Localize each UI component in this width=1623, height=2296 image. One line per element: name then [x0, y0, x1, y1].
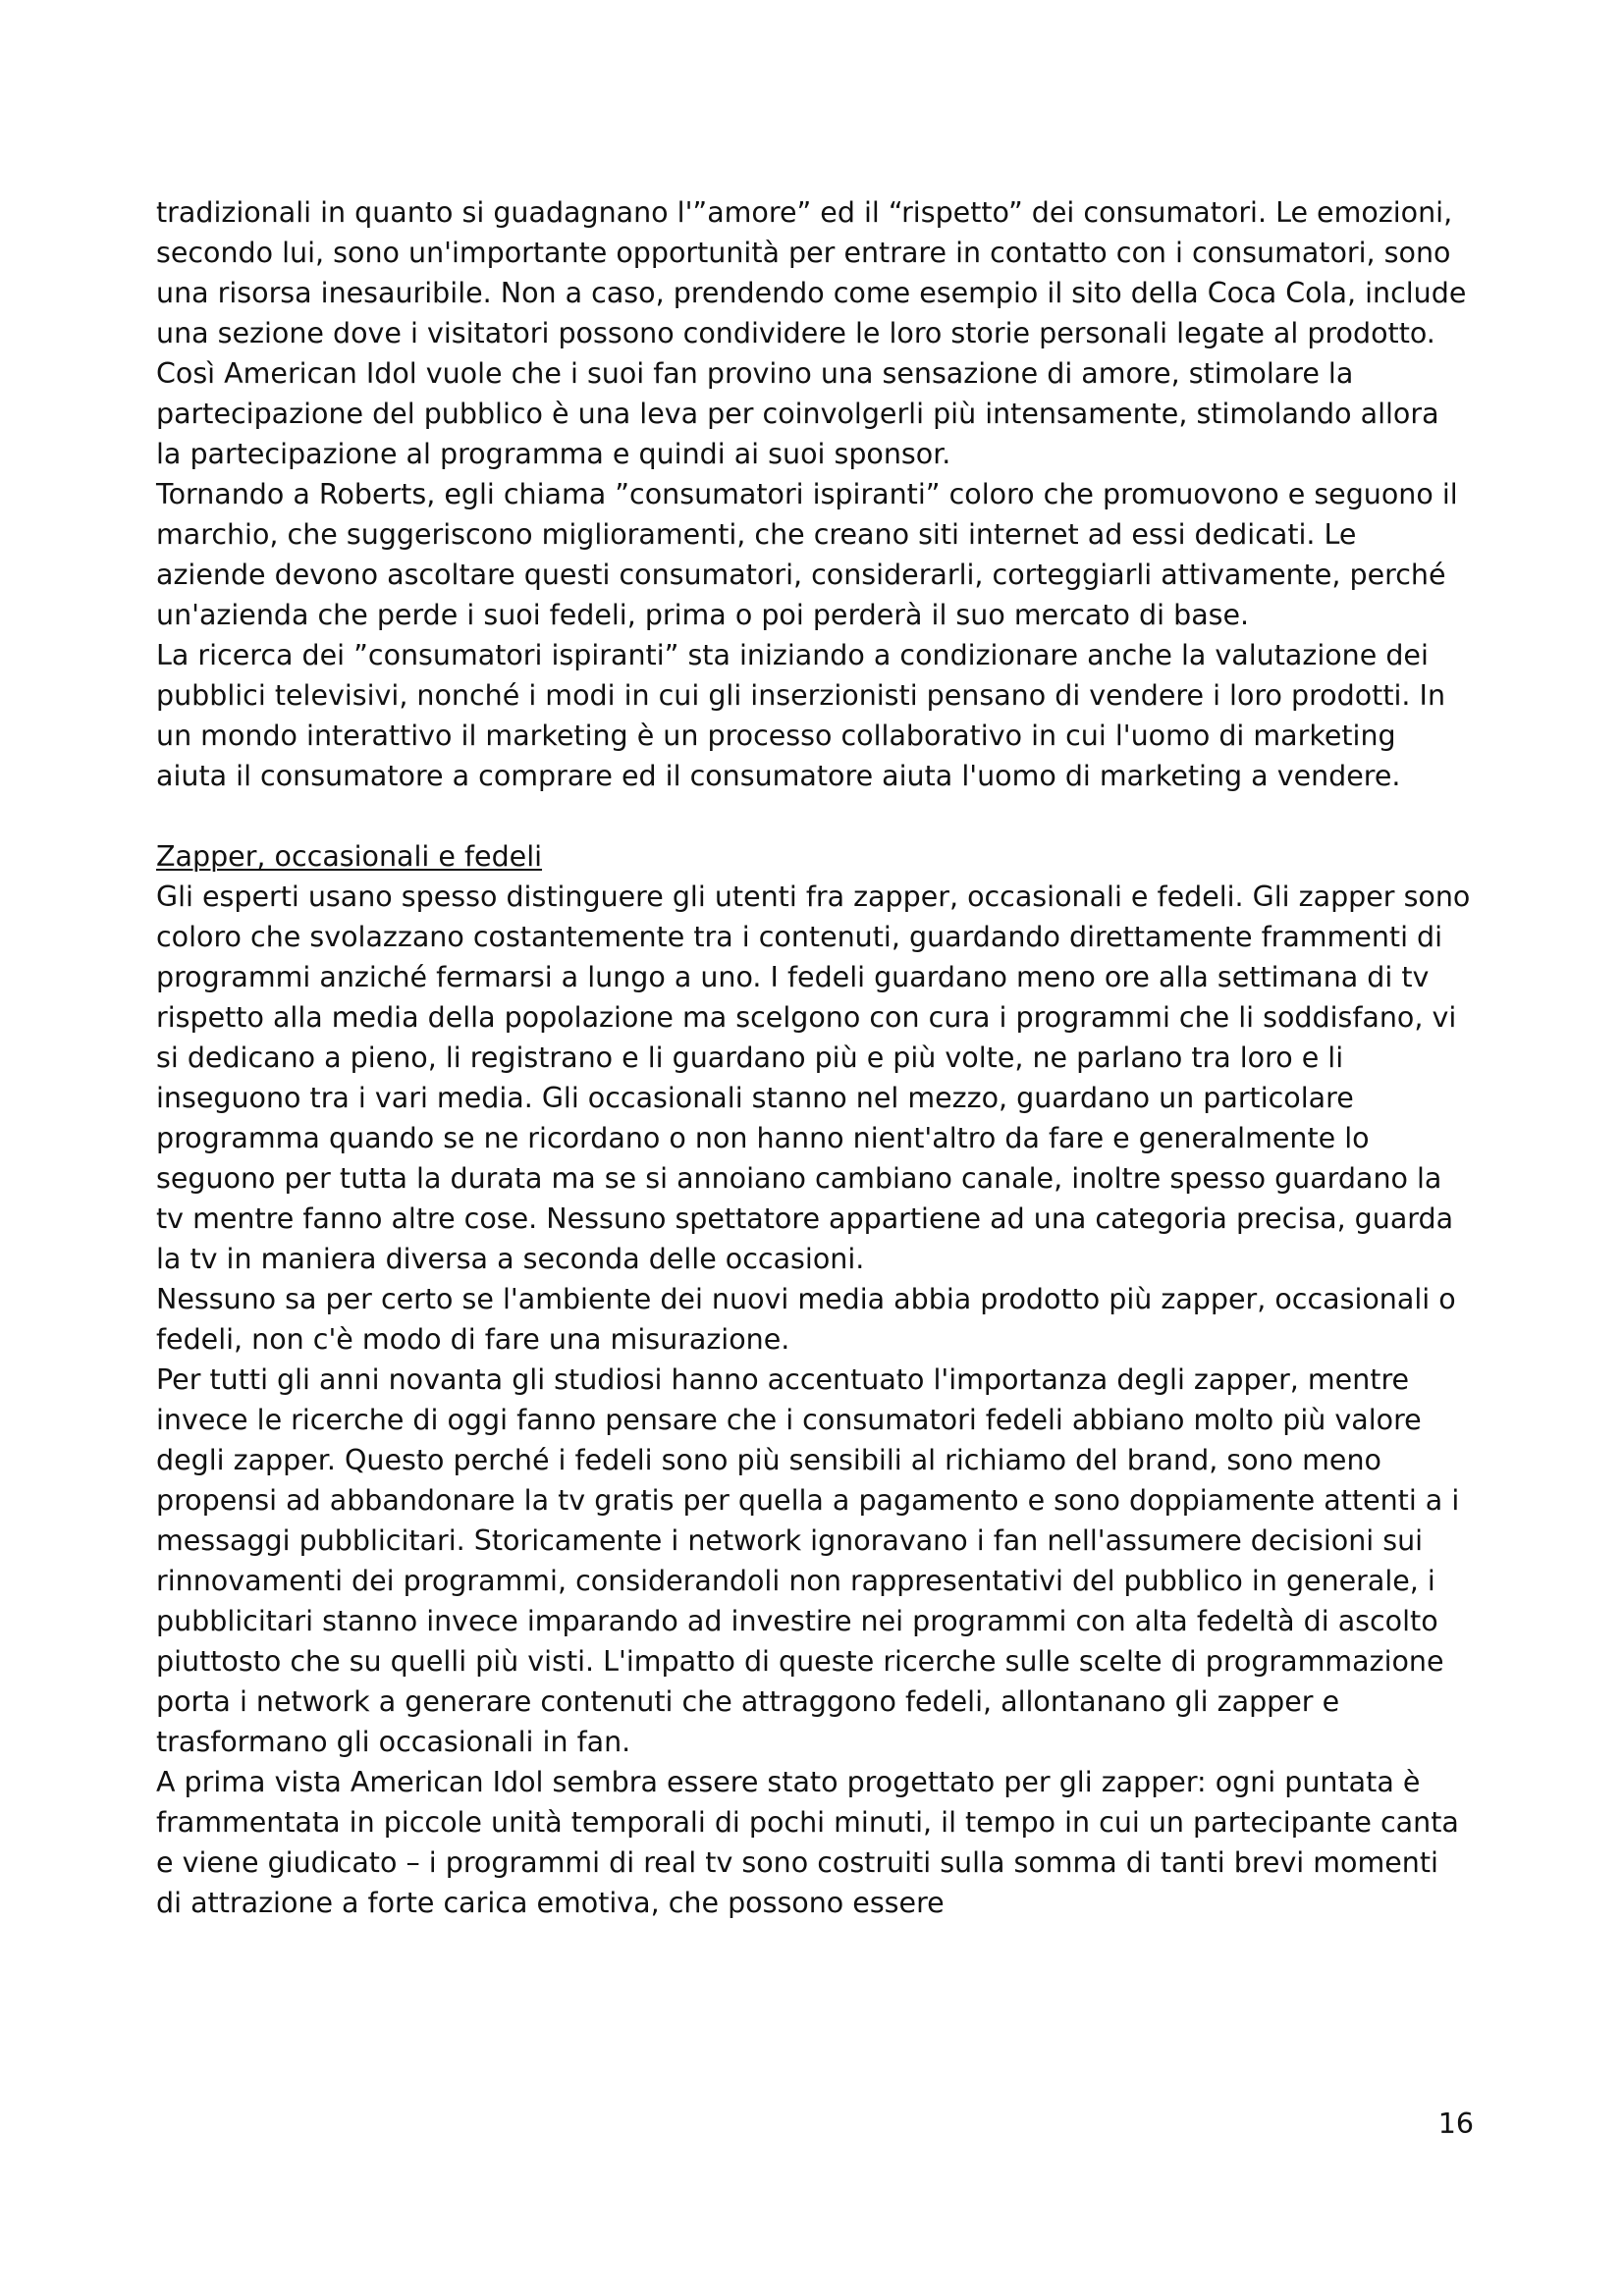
section-heading: Zapper, occasionali e fedeli: [156, 840, 543, 873]
paragraph-american-idol-zappers: A prima vista American Idol sembra essere stato progettato per gli zapper: ogni puntata è frammentata in piccole unità temporali di pochi minuti, il tempo in cui un partecipante canta e viene giudicato – i programmi di real tv sono costruiti sulla somma di tanti brevi momenti di attrazione a forte carica emotiva, che possono essere: [156, 1766, 1459, 1919]
paragraph-emotions: tradizionali in quanto si guadagnano l'”amore” ed il “rispetto” dei consumatori. Le emozioni, secondo lui, sono un'importante opportunità per entrare in contatto con i consumatori, sono una risorsa inesauribile. Non a caso, prendendo come esempio il sito della Coca Cola, include una sezione dove i visitatori possono condividere le loro storie personali legate al prodotto.: [156, 196, 1467, 349]
paragraph-inspiring-consumers: Tornando a Roberts, egli chiama ”consumatori ispiranti” coloro che promuovono e seguono il marchio, che suggeriscono miglioramenti, che creano siti internet ad essi dedicati. Le aziende devono ascoltare questi consumatori, considerarli, corteggiarli attivamente, perché un'azienda che perde i suoi fedeli, prima o poi perderà il suo mercato di base.: [156, 478, 1458, 631]
paragraph-american-idol-love: Così American Idol vuole che i suoi fan provino una sensazione di amore, stimolare la partecipazione del pubblico è una leva per coinvolgerli più intensamente, stimolando allora la partecipazione al programma e quindi ai suoi sponsor.: [156, 357, 1439, 470]
paragraph-viewer-types: Gli esperti usano spesso distinguere gli utenti fra zapper, occasionali e fedeli. Gli zapper sono coloro che svolazzano costantemente tra i contenuti, guardando direttamente frammenti di programmi anziché fermarsi a lungo a uno. I fedeli guardano meno ore alla settimana di tv rispetto alla media della popolazione ma scelgono con cura i programmi che li soddisfano, vi si dedicano a pieno, li registrano e li guardano più e più volte, ne parlano tra loro e li inseguono tra i vari media. Gli occasionali stanno nel mezzo, guardano un particolare programma quando se ne ricordano o non hanno nient'altro da fare e generalmente lo seguono per tutta la durata ma se si annoiano cambiano canale, inoltre spesso guardano la tv mentre fanno altre cose. Nessuno spettatore appartiene ad una categoria precisa, guarda la tv in maniera diversa a seconda delle occasioni.: [156, 881, 1471, 1275]
paragraph-interactive-marketing: La ricerca dei ”consumatori ispiranti” sta iniziando a condizionare anche la valutazione dei pubblici televisivi, nonché i modi in cui gli inserzionisti pensano di vendere i loro prodotti. In un mondo interattivo il marketing è un processo collaborativo in cui l'uomo di marketing aiuta il consumatore a comprare ed il consumatore aiuta l'uomo di marketing a vendere.: [156, 639, 1446, 792]
page-number: 16: [1437, 2108, 1474, 2140]
paragraph-spacer: [156, 796, 1472, 836]
page-body: [156, 192, 1472, 1923]
paragraph-nineties-research: Per tutti gli anni novanta gli studiosi hanno accentuato l'importanza degli zapper, mentre invece le ricerche di oggi fanno pensare che i consumatori fedeli abbiano molto più valore degli zapper. Questo perché i fedeli sono più sensibili al richiamo del brand, sono meno propensi ad abbandonare la tv gratis per quella a pagamento e sono doppiamente attenti a i messaggi pubblicitari. Storicamente i network ignoravano i fan nell'assumere decisioni sui rinnovamenti dei programmi, considerandoli non rappresentativi del pubblico in generale, i pubblicitari stanno invece imparando ad investire nei programmi con alta fedeltà di ascolto piuttosto che su quelli più visti. L'impatto di queste ricerche sulle scelte di programmazione porta i network a generare contenuti che attraggono fedeli, allontanano gli zapper e trasformano gli occasionali in fan.: [156, 1363, 1460, 1758]
paragraph-measurement: Nessuno sa per certo se l'ambiente dei nuovi media abbia prodotto più zapper, occasionali o fedeli, non c'è modo di fare una misurazione.: [156, 1283, 1456, 1356]
